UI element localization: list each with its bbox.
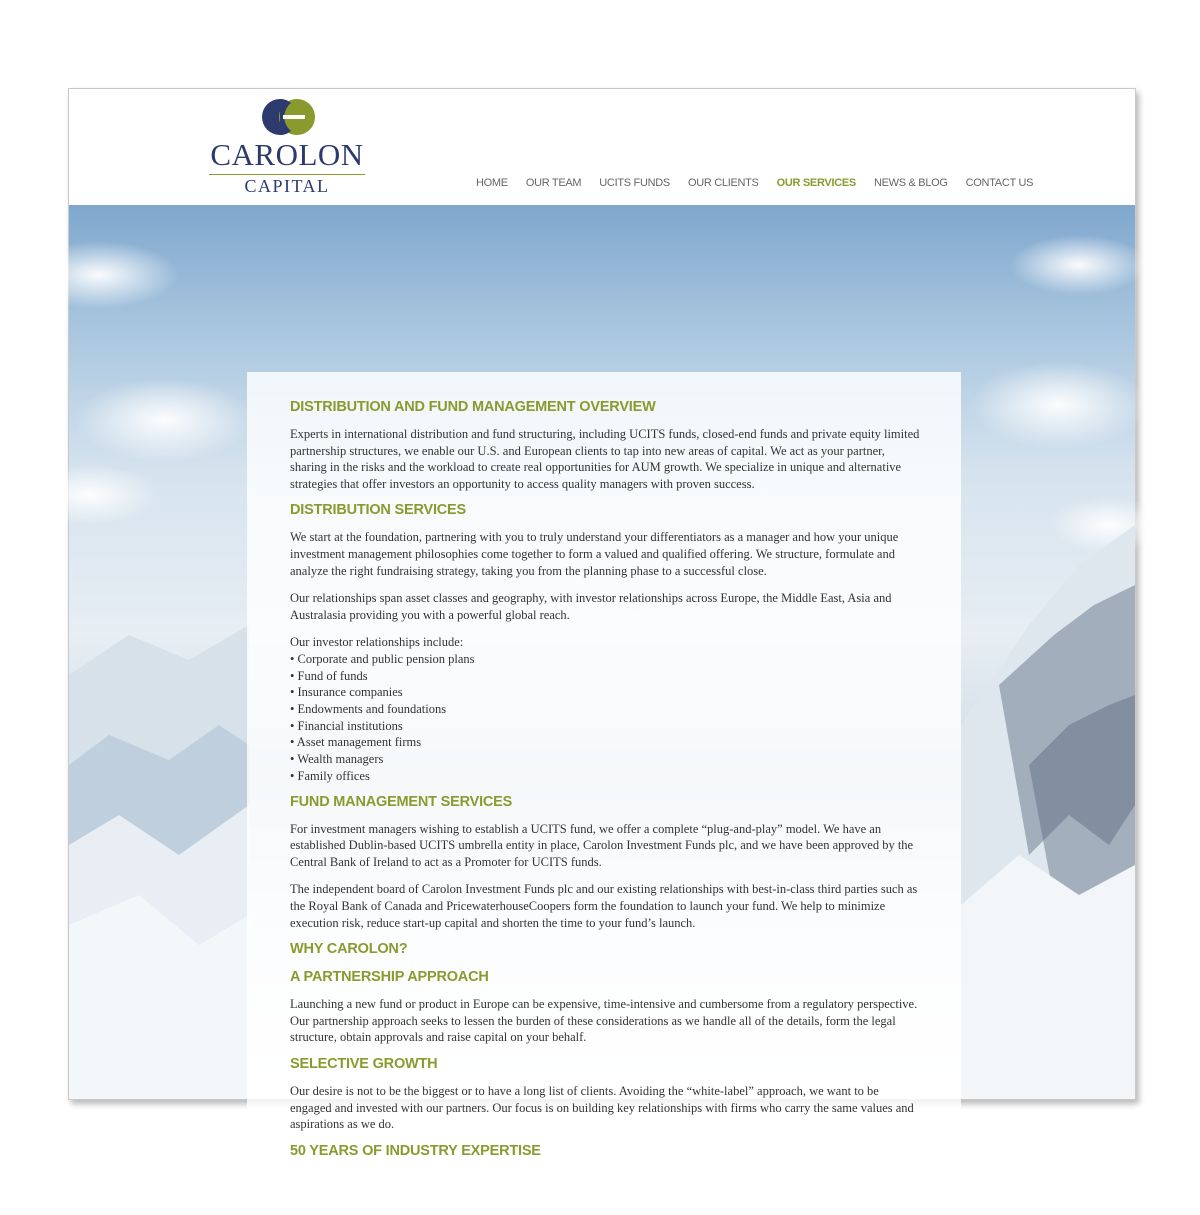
heading-industry-expertise: 50 YEARS OF INDUSTRY EXPERTISE (290, 1142, 541, 1159)
nav-news-blog[interactable]: NEWS & BLOG (873, 177, 948, 189)
nav-our-clients[interactable]: OUR CLIENTS (687, 177, 759, 189)
fund-management-text-1: For investment managers wishing to establish a UCITS fund, we offer a complete “plug-and-play” model. We have an established Dublin-based UCITS umbrella entity in place, Carolon Investment Funds plc, and we have been approved by the Central Bank of Ireland to act as a Promoter for UCITS funds. (290, 821, 914, 869)
heading-fund-management-services: FUND MANAGEMENT SERVICES (290, 793, 513, 810)
mountain-hero-background (69, 205, 1135, 1159)
list-item: • Family offices (290, 768, 370, 783)
list-item: • Insurance companies (290, 685, 403, 700)
list-item: • Asset management firms (290, 735, 422, 750)
logo-subtitle: CAPITAL (244, 176, 330, 196)
nav-contact-us[interactable]: CONTACT US (965, 177, 1034, 189)
list-item: • Wealth managers (290, 752, 384, 767)
nav-ucits-funds[interactable]: UCITS FUNDS (599, 177, 670, 189)
selective-growth-text: Our desire is not to be the biggest or to have a long list of clients. Avoiding the “white-label” approach, we want to be engaged and invested with our partners. Our focus is on building key relationships with firms who carry the same values and aspirations as we do. (290, 1083, 914, 1132)
heading-why-carolon: WHY CAROLON? (290, 941, 408, 958)
nav-home[interactable]: HOME (476, 177, 508, 189)
fund-management-text-2: The independent board of Carolon Investment Funds plc and our existing relationships with best-in-class third parties such as the Royal Bank of Canada and PricewaterhouseCoopers form the foundation to launch your fund. We help to minimize execution risk, reduce start-up capital and shorten the time to your fund’s launch. (290, 882, 918, 930)
heading-selective-growth: SELECTIVE GROWTH (290, 1055, 438, 1072)
services-content (290, 397, 922, 1161)
partnership-text: Launching a new fund or product in Europe can be expensive, time-intensive and cumbersome from a regulatory perspective. Our partnership approach seeks to lessen the burden of these considerations as we handle all of the details, form the legal structure, obtain approvals and raise capital on your behalf. (290, 997, 918, 1045)
logo-mark-icon (261, 97, 317, 137)
heading-distribution-services: DISTRIBUTION SERVICES (290, 502, 467, 519)
list-item: • Endowments and foundations (290, 702, 447, 717)
heading-overview: DISTRIBUTION AND FUND MANAGEMENT OVERVIEW (290, 399, 656, 415)
browser-page-frame (68, 88, 1136, 1159)
investor-list-intro: Our investor relationships include: (290, 635, 464, 650)
heading-partnership-approach: A PARTNERSHIP APPROACH (290, 969, 489, 986)
nav-our-team[interactable]: OUR TEAM (525, 177, 582, 189)
nav-our-services[interactable]: OUR SERVICES (776, 177, 856, 189)
list-item: • Financial institutions (290, 718, 403, 733)
list-item: • Corporate and public pension plans (290, 651, 475, 666)
main-nav (476, 175, 1033, 191)
distribution-text-2: Our relationships span asset classes and geography, with investor relationships across Europe, the Middle East, Asia and Australasia providing you with a powerful global reach. (290, 591, 892, 622)
overview-text: Experts in international distribution and fund structuring, including UCITS funds, closed-end funds and private equity limited partnership structures, we enable our U.S. and European clients to tap into new areas of capital. We act as your partner, sharing in the risks and the workload to create real opportunities for AUM growth. We specialize in unique and alternative strategies that offer investors an opportunity to access quality managers with proven success. (290, 427, 920, 491)
distribution-text-1: We start at the foundation, partnering with you to truly understand your differentiators as a manager and how your unique investment management philosophies come together to form a valued and qualified offering. We structure, formulate and analyze the right fundraising strategy, taking you from the planning phase to a successful close. (290, 530, 899, 578)
site-header (69, 89, 1135, 205)
investor-relationships-list (290, 651, 922, 785)
content-panel (247, 372, 961, 1215)
carolon-logo[interactable] (205, 97, 369, 201)
list-item: • Fund of funds (290, 668, 368, 683)
logo-wordmark: CAROLON (210, 137, 364, 172)
